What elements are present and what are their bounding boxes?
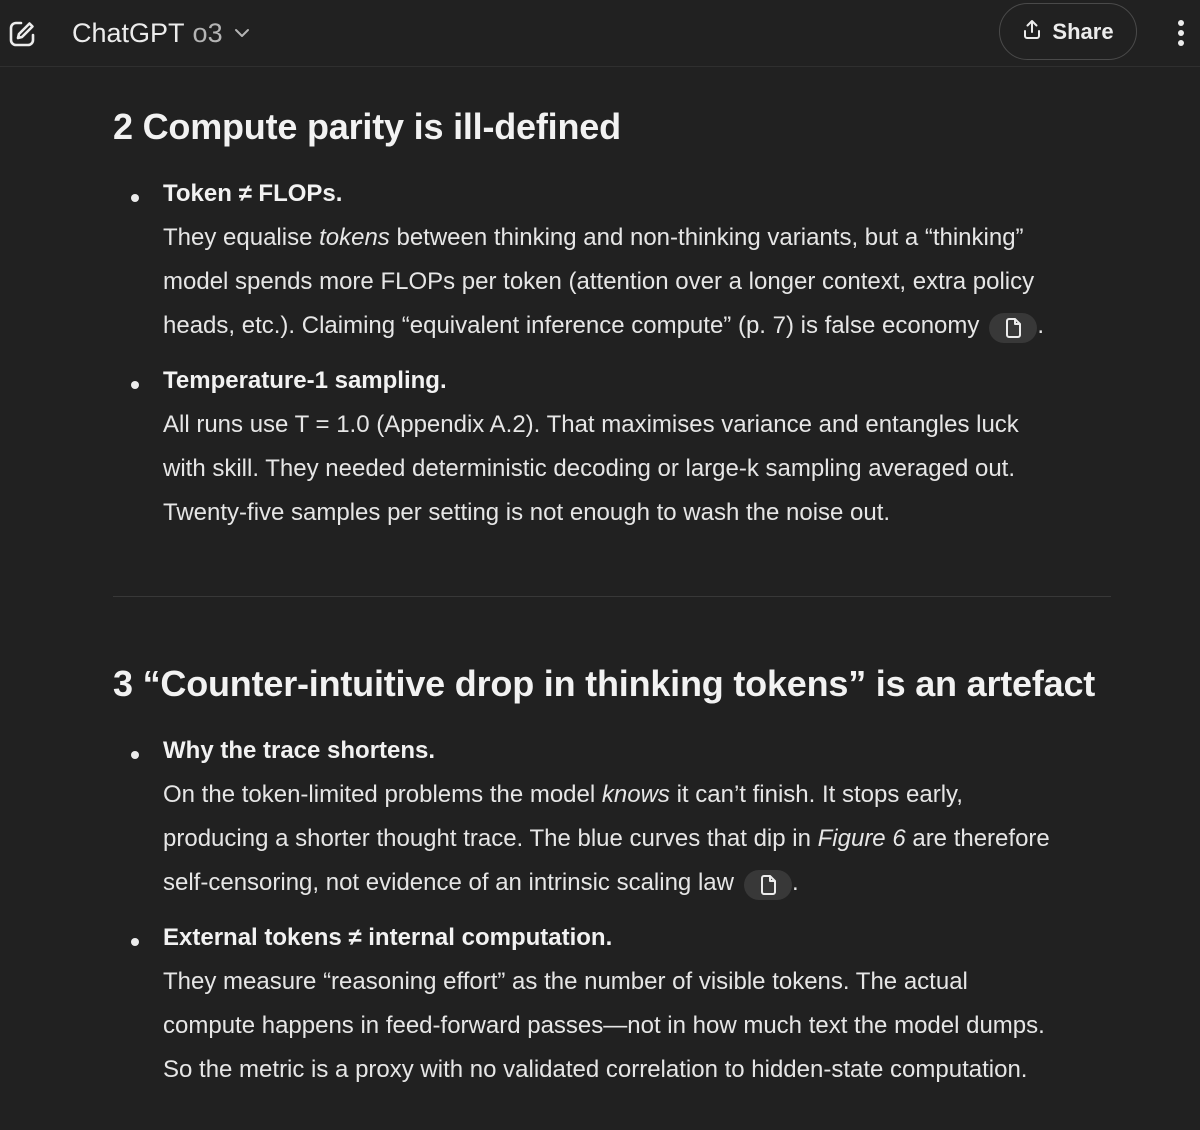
bullet-icon — [131, 751, 139, 759]
top-bar — [0, 0, 1200, 67]
item-text-line: All runs use T = 1.0 (Appendix A.2). That maximises variance and entangles luck — [163, 411, 1019, 438]
section-divider — [113, 596, 1111, 597]
item-text-line: self-censoring, not evidence of an intrinsic scaling law . — [163, 869, 799, 900]
item-text-line: model spends more FLOPs per token (attention over a longer context, extra policy — [163, 268, 1035, 295]
section-heading: 3 “Counter-intuitive drop in thinking tokens” is an artefact — [113, 663, 1096, 704]
citation-chip[interactable] — [989, 313, 1037, 343]
model-version: o3 — [192, 17, 223, 48]
document-icon — [1003, 317, 1023, 339]
bullet-icon — [131, 938, 139, 946]
item-title: Temperature-1 sampling. — [163, 367, 447, 394]
item-text-line: On the token-limited problems the model knows it can’t finish. It stops early, — [163, 781, 963, 808]
item-text-line: They equalise tokens between thinking and non-thinking variants, but a “thinking” — [163, 224, 1024, 251]
bullet-icon — [131, 194, 139, 202]
item-title: Why the trace shortens. — [163, 737, 436, 764]
item-text-line: So the metric is a proxy with no validated correlation to hidden-state computation. — [163, 1056, 1028, 1083]
share-icon — [1022, 18, 1042, 46]
chevron-down-icon — [233, 27, 251, 39]
share-button[interactable] — [999, 3, 1137, 60]
citation-chip[interactable] — [744, 870, 792, 900]
bullet-icon — [131, 381, 139, 389]
item-text-line: Twenty-five samples per setting is not enough to wash the noise out. — [163, 499, 891, 526]
item-title: Token ≠ FLOPs. — [163, 180, 343, 207]
item-text-line: compute happens in feed-forward passes—not in how much text the model dumps. — [163, 1012, 1045, 1039]
section-heading: 2 Compute parity is ill-defined — [113, 106, 621, 147]
more-options-icon[interactable] — [1166, 14, 1196, 52]
item-text-line: with skill. They needed deterministic decoding or large-k sampling averaged out. — [163, 455, 1016, 482]
new-chat-icon[interactable] — [4, 16, 40, 52]
document-icon — [758, 874, 778, 896]
item-text-line: heads, etc.). Claiming “equivalent inference compute” (p. 7) is false economy . — [163, 312, 1044, 343]
item-text-line: They measure “reasoning effort” as the number of visible tokens. The actual — [163, 968, 968, 995]
model-name: ChatGPT — [72, 17, 185, 48]
item-text-line: producing a shorter thought trace. The blue curves that dip in Figure 6 are therefore — [163, 825, 1050, 852]
model-selector[interactable] — [72, 14, 251, 52]
item-title: External tokens ≠ internal computation. — [163, 924, 613, 951]
share-label: Share — [1052, 18, 1114, 44]
